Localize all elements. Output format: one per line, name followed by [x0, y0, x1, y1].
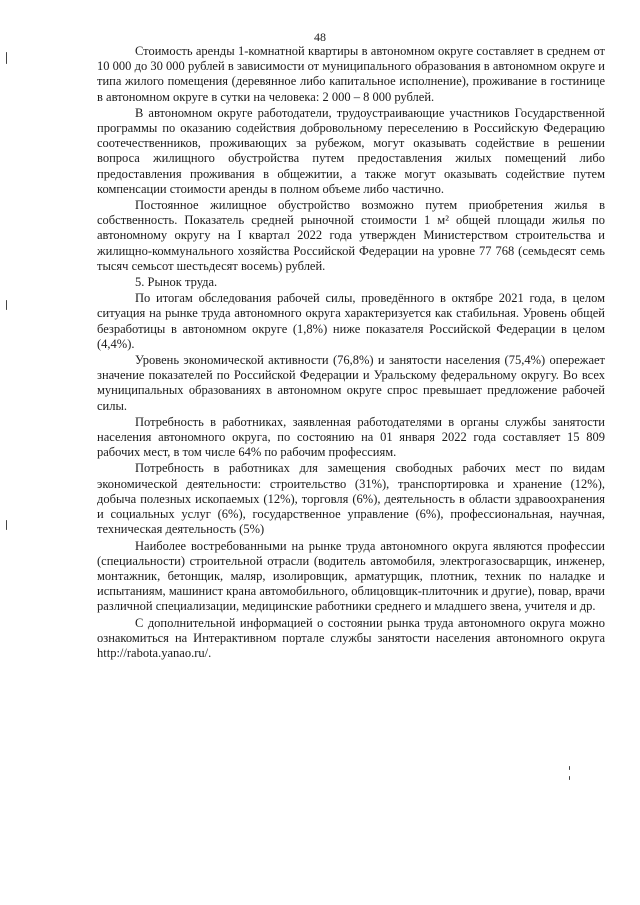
paragraph-employer-housing-support: В автономном округе работодатели, трудоустраивающие участников Государственной программы по оказанию содействия добровольному переселению в Российскую Федерацию соотечественников, проживающих за рубежом, могут оказывать содействие в решении вопроса жилищного обустройства путем предоставления жилых помещений либо предоставления проживания в общежитии, а также могут оказывать содействие путем компенсации стоимости аренды в полном объеме либо частично.: [97, 105, 605, 196]
paragraph-in-demand-professions: Наиболее востребованными на рынке труда автономного округа являются профессии (специальности) строительной отрасли (водитель автомобиля, электрогазосварщик, инженер, монтажник, бетонщик, маляр, изолировщик, арматурщик, плотник, техник по наладке и испытаниям, машинист крана автомобильного, облицовщик-плиточник и другие), повар, врачи различной специализации, медицинские работники среднего и младшего звена, учителя и др.: [97, 538, 605, 614]
scan-artifact: [569, 776, 570, 780]
section-heading-labor-market: 5. Рынок труда.: [135, 275, 218, 290]
document-body: [97, 44, 605, 662]
scan-artifact: [6, 52, 7, 64]
scan-artifact: [569, 766, 570, 770]
paragraph-economic-activity: Уровень экономической активности (76,8%) и занятости населения (75,4%) опережает значение показателей по Российской Федерации и Уральскому федеральному округу. Во всех муниципальных образованиях в автономном округе спрос превышает предложение рабочей силы.: [97, 353, 605, 413]
paragraph-worker-demand: Потребность в работниках, заявленная работодателями в органы службы занятости населения автономного округа, по состоянию на 01 января 2022 года составляет 15 809 рабочих мест, в том числе 64% по рабочим профессиям.: [97, 414, 605, 460]
scan-artifact: [6, 520, 7, 530]
scan-artifact: [6, 300, 7, 310]
paragraph-permanent-housing: Постоянное жилищное обустройство возможно путем приобретения жилья в собственность. Показатель средней рыночной стоимости 1 м² общей площади жилья по автономному округу на I квартал 2022 года утвержден Министерством строительства и жилищно-коммунального хозяйства Российской Федерации на уровне 77 768 (семьдесят семь тысяч семьсот шестьдесят восемь) рублей.: [97, 198, 605, 273]
paragraph-additional-info-link: С дополнительной информацией о состоянии рынка труда автономного округа можно ознакомиться на Интерактивном портале службы занятости населения автономного округа http://rabota.yanao.ru/.: [97, 615, 605, 660]
paragraph-rent-cost: Стоимость аренды 1-комнатной квартиры в автономном округе составляет в среднем от 10 000 до 30 000 рублей в зависимости от муниципального образования в автономном округе и типа жилого помещения (деревянное либо капитальное исполнение), проживание в гостинице в автономном округе в сутки на человека: 2 000 – 8 000 рублей.: [97, 44, 605, 104]
paragraph-workforce-survey: По итогам обследования рабочей силы, проведённого в октябре 2021 года, в целом ситуация на рынке труда автономного округа характеризуется как стабильная. Уровень общей безработицы в автономном округе (1,8%) ниже показателя Российской Федерации в целом (4,4%).: [97, 291, 605, 351]
paragraph-demand-by-sector: Потребность в работниках для замещения свободных рабочих мест по видам экономической деятельности: строительство (31%), транспортировка и хранение (12%), добыча полезных ископаемых (12%), торговля (6%), деятельность в области здравоохранения и социальных услуг (6%), государственное управление (6%), профессиональная, научная, техническая деятельность (5%): [97, 461, 605, 537]
page-number: 48: [314, 30, 326, 44]
